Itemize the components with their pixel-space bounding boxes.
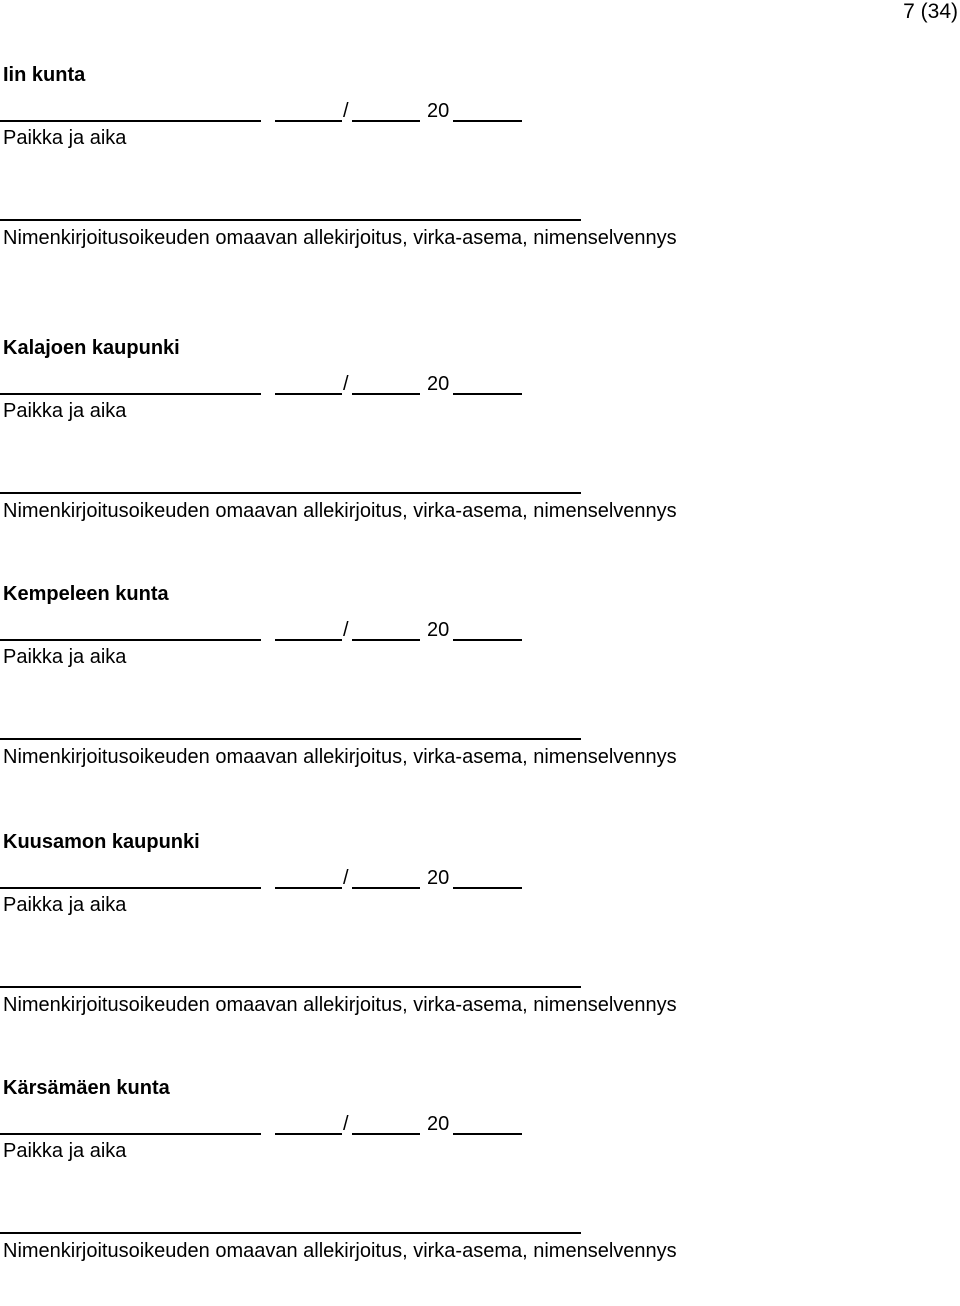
month-blank-line[interactable]: [352, 639, 420, 641]
day-blank-line[interactable]: [275, 1133, 342, 1135]
place-blank-line[interactable]: [0, 887, 261, 889]
year-prefix: 20: [427, 619, 450, 641]
page-number: 7 (34): [903, 0, 958, 23]
day-blank-line[interactable]: [275, 887, 342, 889]
place-date-label: Paikka ja aika: [3, 894, 127, 916]
place-blank-line[interactable]: [0, 393, 261, 395]
signature-block-iin-kunta: [0, 63, 960, 293]
year-blank-line[interactable]: [453, 120, 522, 122]
place-date-label: Paikka ja aika: [3, 646, 127, 668]
date-slash: /: [343, 373, 349, 395]
signature-label: Nimenkirjoitusoikeuden omaavan allekirjoitus, virka-asema, nimenselvennys: [3, 227, 677, 249]
year-prefix: 20: [427, 100, 450, 122]
place-blank-line[interactable]: [0, 1133, 261, 1135]
party-name: Kalajoen kaupunki: [3, 337, 180, 359]
signature-label: Nimenkirjoitusoikeuden omaavan allekirjoitus, virka-asema, nimenselvennys: [3, 746, 677, 768]
place-date-label: Paikka ja aika: [3, 127, 127, 149]
party-name: Iin kunta: [3, 64, 86, 86]
day-blank-line[interactable]: [275, 120, 342, 122]
year-prefix: 20: [427, 867, 450, 889]
signature-block-karsamaen-kunta: [0, 1076, 960, 1306]
party-name: Kärsämäen kunta: [3, 1077, 170, 1099]
month-blank-line[interactable]: [352, 393, 420, 395]
signature-label: Nimenkirjoitusoikeuden omaavan allekirjoitus, virka-asema, nimenselvennys: [3, 994, 677, 1016]
place-blank-line[interactable]: [0, 120, 261, 122]
date-slash: /: [343, 1113, 349, 1135]
date-slash: /: [343, 619, 349, 641]
party-name: Kuusamon kaupunki: [3, 831, 200, 853]
signature-blank-line[interactable]: [0, 986, 581, 988]
year-blank-line[interactable]: [453, 639, 522, 641]
day-blank-line[interactable]: [275, 639, 342, 641]
party-name: Kempeleen kunta: [3, 583, 169, 605]
signature-label: Nimenkirjoitusoikeuden omaavan allekirjoitus, virka-asema, nimenselvennys: [3, 1240, 677, 1262]
place-blank-line[interactable]: [0, 639, 261, 641]
date-slash: /: [343, 867, 349, 889]
signature-block-kuusamon-kaupunki: [0, 830, 960, 1060]
year-prefix: 20: [427, 373, 450, 395]
year-prefix: 20: [427, 1113, 450, 1135]
signature-label: Nimenkirjoitusoikeuden omaavan allekirjoitus, virka-asema, nimenselvennys: [3, 500, 677, 522]
date-slash: /: [343, 100, 349, 122]
year-blank-line[interactable]: [453, 1133, 522, 1135]
signature-blank-line[interactable]: [0, 492, 581, 494]
month-blank-line[interactable]: [352, 887, 420, 889]
signature-blank-line[interactable]: [0, 1232, 581, 1234]
month-blank-line[interactable]: [352, 1133, 420, 1135]
year-blank-line[interactable]: [453, 887, 522, 889]
year-blank-line[interactable]: [453, 393, 522, 395]
signature-block-kempeleen-kunta: [0, 582, 960, 812]
signature-blank-line[interactable]: [0, 738, 581, 740]
month-blank-line[interactable]: [352, 120, 420, 122]
signature-blank-line[interactable]: [0, 219, 581, 221]
place-date-label: Paikka ja aika: [3, 1140, 127, 1162]
place-date-label: Paikka ja aika: [3, 400, 127, 422]
signature-block-kalajoen-kaupunki: [0, 336, 960, 566]
day-blank-line[interactable]: [275, 393, 342, 395]
